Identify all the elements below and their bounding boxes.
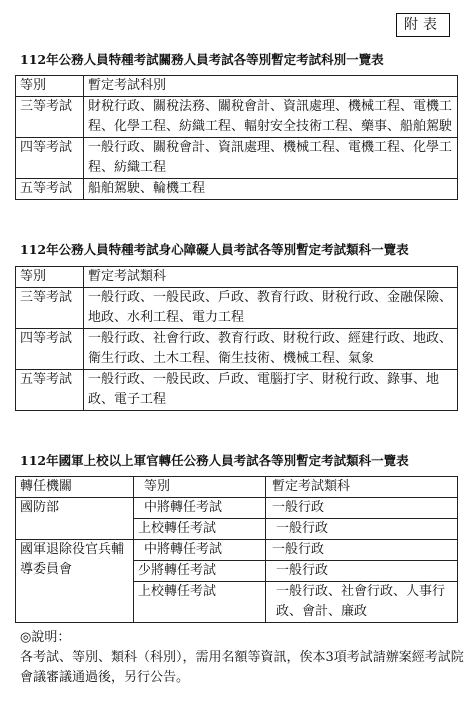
header-level: 等別 — [16, 76, 84, 97]
categories-cell: 一般行政、社會行政、教育行政、財稅行政、經建行政、地政、衛生行政、土木工程、衛生技術、機械工程、氣象 — [84, 329, 458, 370]
level-cell: 三等考試 — [16, 288, 84, 329]
table3-title: 112年國軍上校以上軍官轉任公務人員考試各等別暫定考試類科一覽表 — [20, 453, 409, 468]
categories-cell: 一般行政 — [266, 561, 458, 582]
level-cell: 中將轉任考試 — [134, 498, 266, 519]
level-cell: 上校轉任考試 — [134, 582, 266, 623]
level-cell: 四等考試 — [16, 138, 84, 179]
table-row — [16, 329, 458, 370]
table-row — [16, 288, 458, 329]
header-agency: 轉任機關 — [16, 477, 134, 498]
categories-cell: 一般行政 — [266, 519, 458, 540]
note-text: 各考試、等別、類科（科別），需用名額等資訊，俟本3項考試請辦案經考試院會議審議通過後，另行公告。 — [20, 650, 464, 685]
agency-cell: 國防部 — [16, 498, 134, 540]
level-cell: 少將轉任考試 — [134, 561, 266, 582]
table-row — [16, 540, 458, 561]
level-cell: 中將轉任考試 — [134, 540, 266, 561]
level-cell: 上校轉任考試 — [134, 519, 266, 540]
table-row — [16, 498, 458, 519]
categories-cell: 一般行政、社會行政、人事行政、會計、廉政 — [266, 582, 458, 623]
appendix-label: 附表 — [396, 13, 450, 37]
officer-transfer-exam-table — [15, 476, 458, 623]
agency-cell: 國軍退除役官兵輔導委員會 — [16, 540, 134, 623]
level-cell: 四等考試 — [16, 329, 84, 370]
disability-exam-table — [15, 266, 458, 411]
header-level: 等別 — [134, 477, 266, 498]
table1-title: 112年公務人員特種考試關務人員考試各等別暫定考試科別一覽表 — [20, 52, 384, 67]
level-cell: 五等考試 — [16, 179, 84, 200]
explanation-note — [20, 628, 465, 688]
customs-exam-table — [15, 75, 458, 200]
categories-cell: 一般行政、一般民政、戶政、教育行政、財稅行政、金融保險、地政、水利工程、電力工程 — [84, 288, 458, 329]
level-cell: 三等考試 — [16, 97, 84, 138]
header-categories: 暫定考試類科 — [266, 477, 458, 498]
subjects-cell: 一般行政、關稅會計、資訊處理、機械工程、電機工程、化學工程、紡織工程 — [84, 138, 458, 179]
table-header-row — [16, 267, 458, 288]
level-cell: 五等考試 — [16, 370, 84, 411]
table2-title: 112年公務人員特種考試身心障礙人員考試各等別暫定考試類科一覽表 — [20, 242, 409, 257]
categories-cell: 一般行政 — [266, 498, 458, 519]
categories-cell: 一般行政 — [266, 540, 458, 561]
table-row — [16, 138, 458, 179]
table-row — [16, 97, 458, 138]
header-categories: 暫定考試類科 — [84, 267, 458, 288]
header-subjects: 暫定考試科別 — [84, 76, 458, 97]
table-header-row — [16, 76, 458, 97]
categories-cell: 一般行政、一般民政、戶政、電腦打字、財稅行政、錄事、地政、電子工程 — [84, 370, 458, 411]
table-header-row — [16, 477, 458, 498]
header-level: 等別 — [16, 267, 84, 288]
table-row — [16, 179, 458, 200]
note-heading: ◎說明： — [20, 630, 71, 645]
table-row — [16, 370, 458, 411]
subjects-cell: 財稅行政、關稅法務、關稅會計、資訊處理、機械工程、電機工程、化學工程、紡織工程、輻射安全技術工程、藥事、船舶駕駛 — [84, 97, 458, 138]
subjects-cell: 船舶駕駛、輪機工程 — [84, 179, 458, 200]
